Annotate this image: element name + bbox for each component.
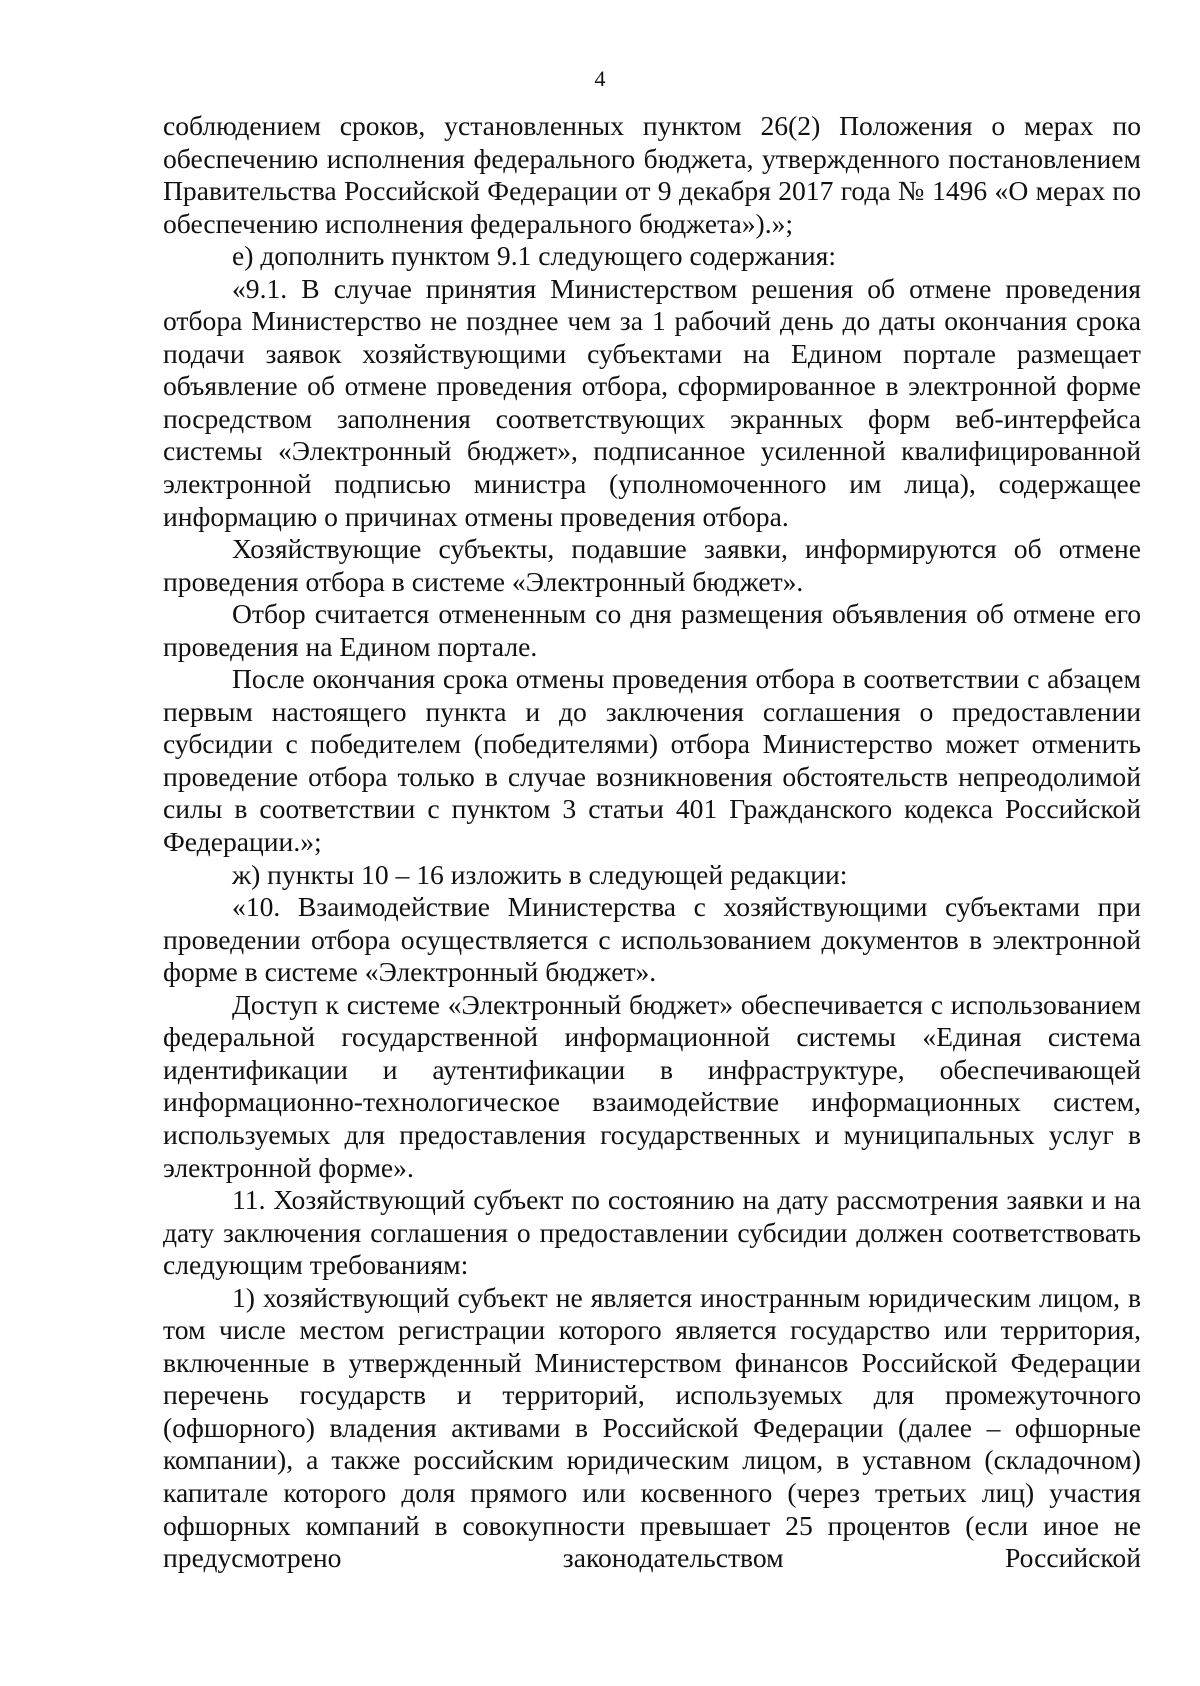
document-body	[163, 110, 1141, 1575]
paragraph: 11. Хозяйствующий субъект по состоянию на дату рассмотрения заявки и на дату заключения соглашения о предоставлении субсидии должен соответствовать следующим требованиям:	[163, 1184, 1141, 1281]
paragraph: Доступ к системе «Электронный бюджет» обеспечивается с использованием федеральной государственной информационной системы «Единая система идентификации и аутентификации в инфраструктуре, обеспечивающей информационно-технологическое взаимодействие информационных систем, используемых для предоставления государственных и муниципальных услуг в электронной форме».	[163, 988, 1141, 1183]
paragraph: ж) пункты 10 – 16 изложить в следующей редакции:	[232, 858, 848, 890]
paragraph: Отбор считается отмененным со дня размещения объявления об отмене его проведения на Едином портале.	[163, 598, 1141, 662]
paragraph: «10. Взаимодействие Министерства с хозяйствующими субъектами при проведении отбора осуществляется с использованием документов в электронной форме в системе «Электронный бюджет».	[163, 891, 1141, 988]
paragraph: Хозяйствующие субъекты, подавшие заявки, информируются об отмене проведения отбора в системе «Электронный бюджет».	[163, 533, 1141, 597]
paragraph: «9.1. В случае принятия Министерством решения об отмене проведения отбора Министерство не позднее чем за 1 рабочий день до даты окончания срока подачи заявок хозяйствующими субъектами на Едином портале размещает объявление об отмене проведения отбора, сформированное в электронной форме посредством заполнения соответствующих экранных форм веб-интерфейса системы «Электронный бюджет», подписанное усиленной квалифицированной электронной подписью министра (уполномоченного им лица), содержащее информацию о причинах отмены проведения отбора.	[163, 272, 1141, 532]
paragraph: После окончания срока отмены проведения отбора в соответствии с абзацем первым настоящего пункта и до заключения соглашения о предоставлении субсидии с победителем (победителями) отбора Министерство может отменить проведение отбора только в случае возникновения обстоятельств непреодолимой силы в соответствии с пунктом 3 статьи 401 Гражданского кодекса Российской Федерации.»;	[163, 663, 1141, 858]
paragraph: 1) хозяйствующий субъект не является иностранным юридическим лицом, в том числе местом регистрации которого является государство или территория, включенные в утвержденный Министерством финансов Российской Федерации перечень государств и территорий, используемых для промежуточного (офшорного) владения активами в Российской Федерации (далее – офшорные компании), а также российским юридическим лицом, в уставном (складочном) капитале которого доля прямого или косвенного (через третьих лиц) участия офшорных компаний в совокупности превышает 25 процентов (если иное не предусмотрено законодательством Российской	[163, 1281, 1141, 1574]
paragraph: е) дополнить пунктом 9.1 следующего содержания:	[232, 240, 837, 272]
page-number: 4	[594, 66, 606, 91]
paragraph: соблюдением сроков, установленных пунктом 26(2) Положения о мерах по обеспечению исполнения федерального бюджета, утвержденного постановлением Правительства Российской Федерации от 9 декабря 2017 года № 1496 «О мерах по обеспечению исполнения федерального бюджета»).»;	[163, 110, 1141, 239]
